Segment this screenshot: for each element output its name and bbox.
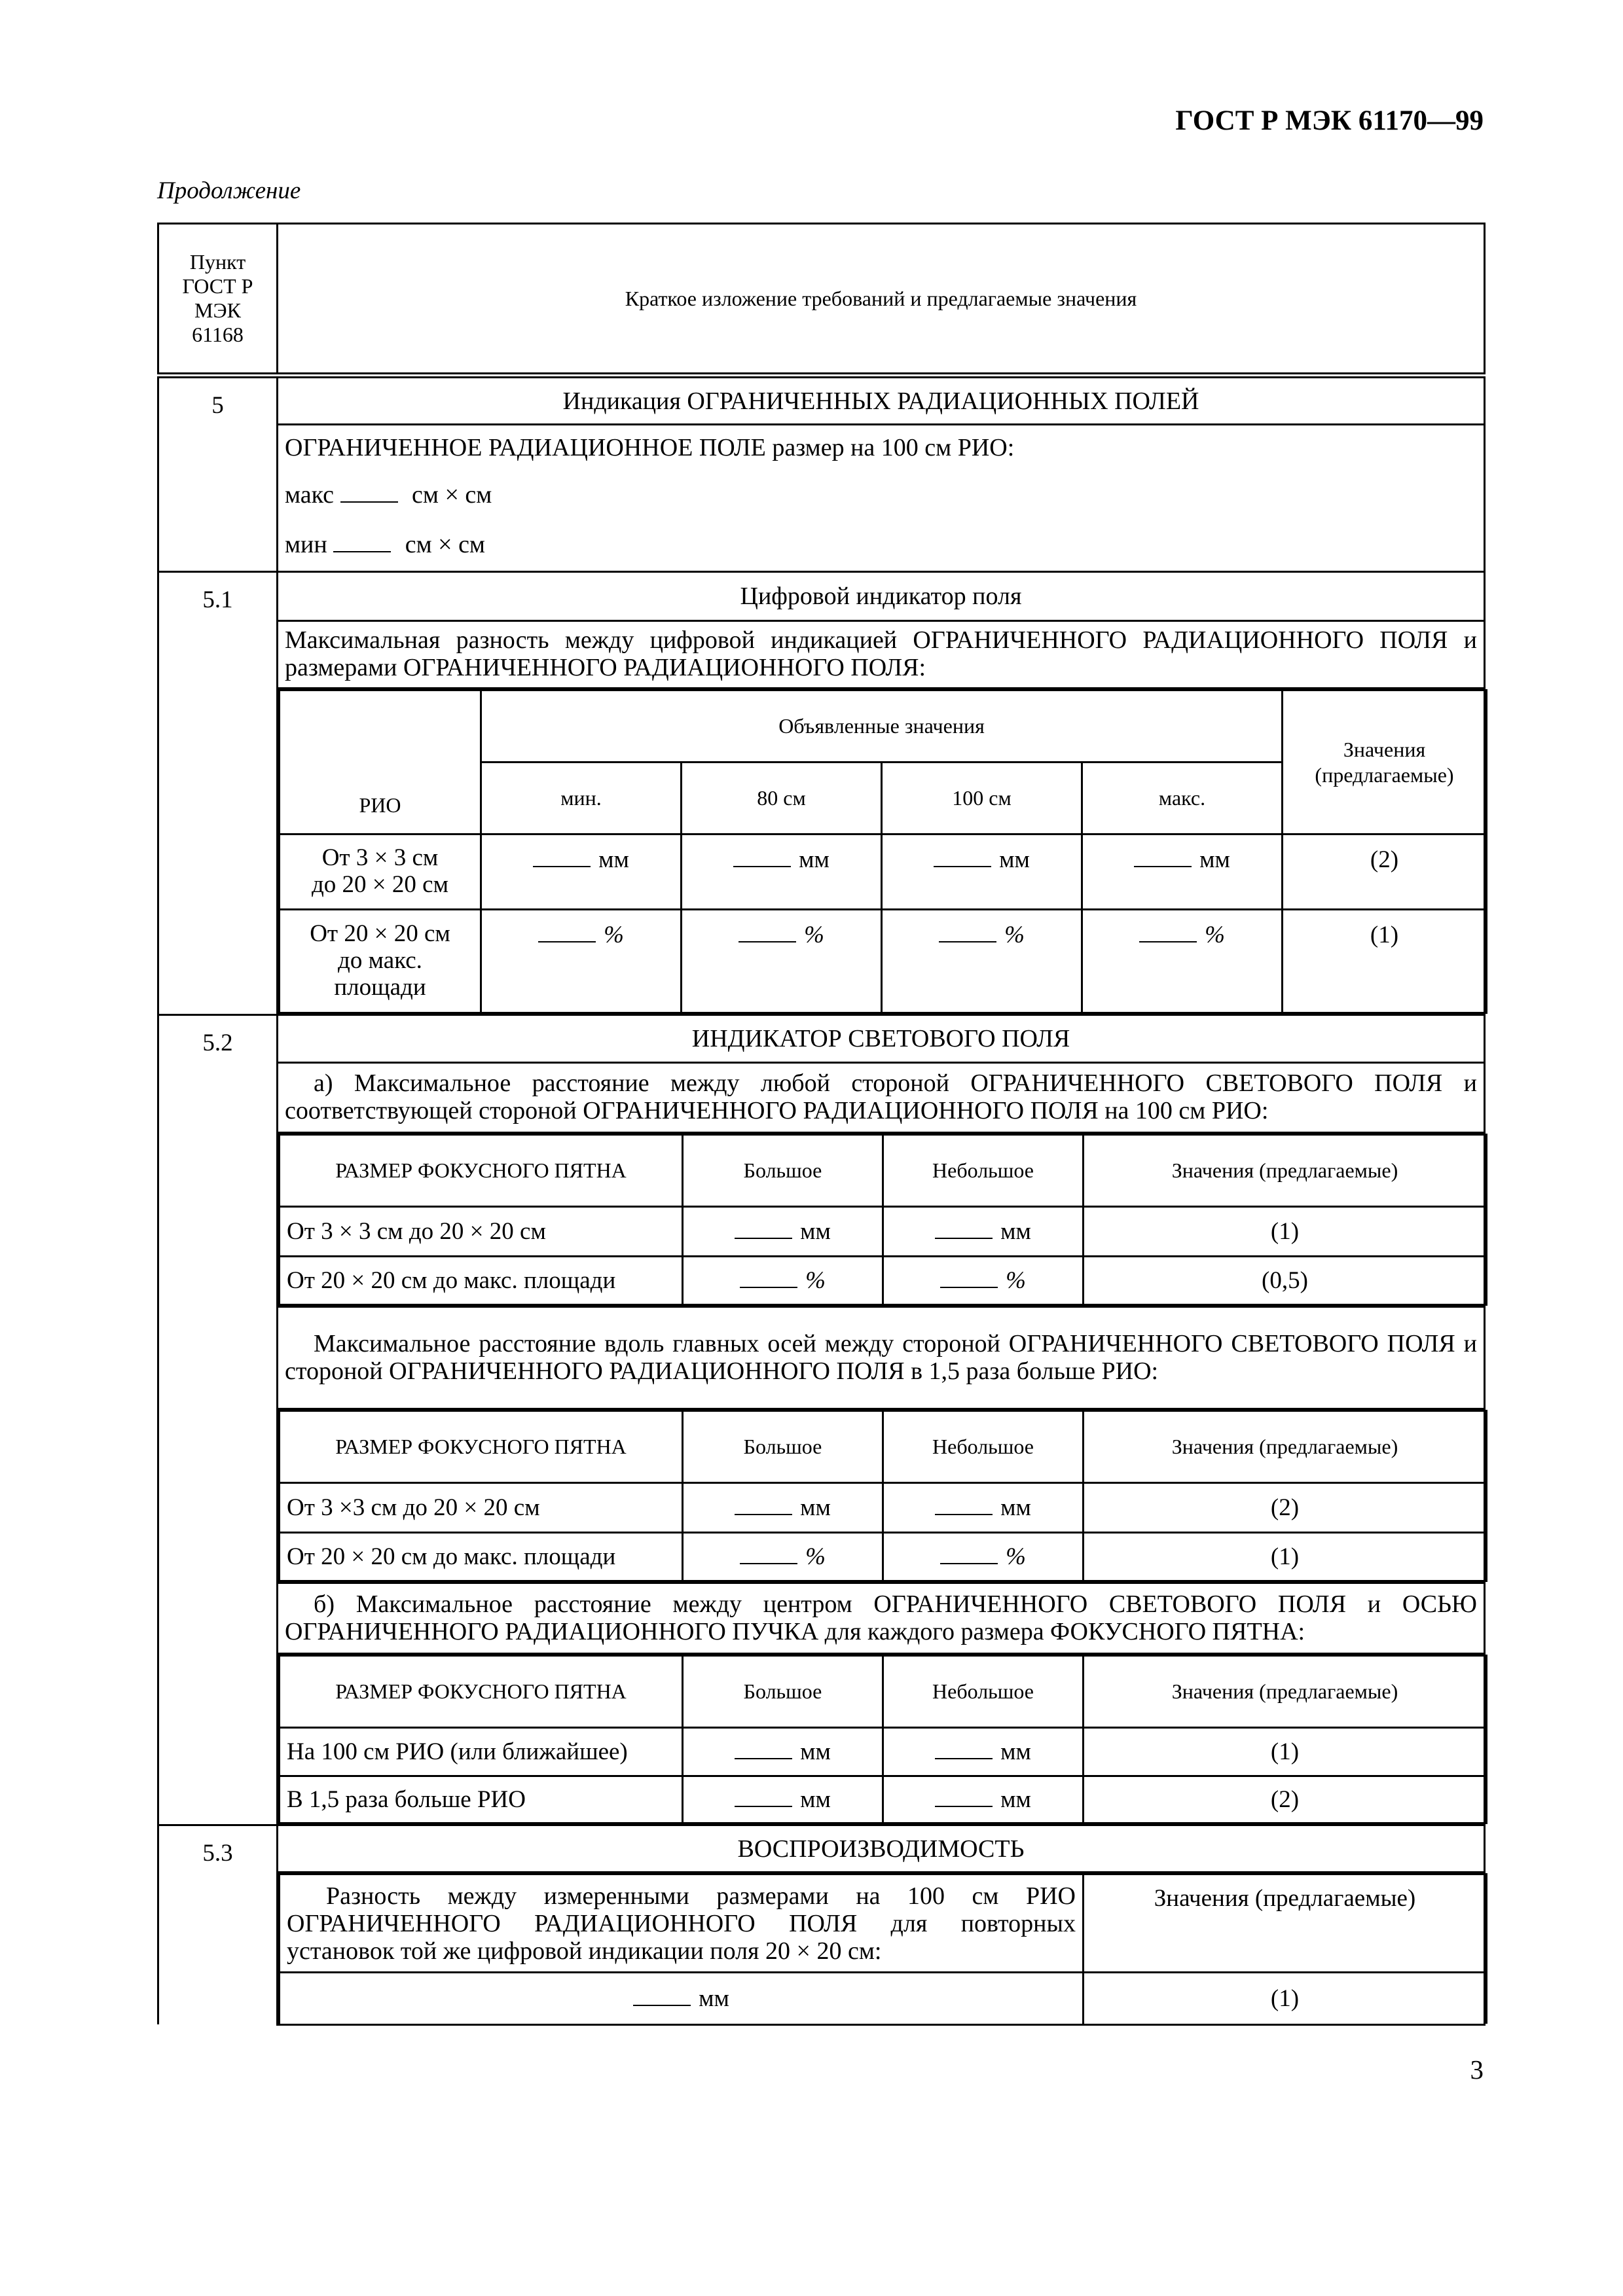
section-5-1-intro-row <box>158 621 1485 689</box>
suggested-value: (1) <box>1084 1207 1487 1257</box>
unit: мм <box>1000 1218 1031 1245</box>
small-header: Небольшое <box>883 1656 1084 1728</box>
unit: % <box>1205 922 1225 948</box>
document-code: ГОСТ Р МЭК 61170—99 <box>1175 105 1484 136</box>
large-header: Большое <box>683 1135 883 1207</box>
unit: мм <box>1000 1738 1031 1765</box>
summary-header: Краткое изложение требований и предлагаемые значения <box>278 224 1485 376</box>
size-unit: см × см <box>405 531 485 558</box>
unit: мм <box>800 1494 831 1521</box>
large-header: Большое <box>683 1656 883 1728</box>
values-header-line: Значения <box>1343 738 1426 762</box>
unit: мм <box>800 1218 831 1245</box>
requirements-table <box>157 223 1486 2026</box>
table-row <box>280 1483 1487 1533</box>
blank-field <box>733 848 791 867</box>
focus-size-header: РАЗМЕР ФОКУСНОГО ПЯТНА <box>280 1411 683 1483</box>
unit: % <box>805 1267 826 1294</box>
blank-cell <box>683 1257 883 1305</box>
row-label: В 1,5 раза больше РИО <box>280 1776 683 1823</box>
unit: мм <box>1000 1494 1031 1521</box>
col-min: мин. <box>481 762 682 834</box>
suggested-value: (2) <box>1084 1776 1487 1823</box>
unit: мм <box>800 1786 831 1813</box>
table-row <box>280 1728 1487 1776</box>
suggested-value: (2) <box>1283 834 1487 910</box>
unit: % <box>804 922 824 948</box>
suggested-value: (0,5) <box>1084 1257 1487 1305</box>
blank-field <box>1139 923 1197 942</box>
blank-cell <box>481 910 682 1013</box>
section-5-title-row <box>158 376 1485 425</box>
unit: % <box>805 1543 826 1570</box>
section-5-2-grid-b-row <box>158 1654 1485 1825</box>
clause-header-line: 61168 <box>192 322 244 346</box>
table-row <box>280 1776 1487 1823</box>
section-5-1-title-row <box>158 572 1485 621</box>
blank-cell <box>682 910 882 1013</box>
row-label: На 100 см РИО (или ближайшее) <box>280 1728 683 1776</box>
grid-header-row <box>280 1135 1487 1207</box>
unit: % <box>1006 1543 1026 1570</box>
blank-field <box>740 1545 797 1564</box>
field-size-block <box>278 425 1485 572</box>
blank-cell <box>1082 834 1283 910</box>
blank-field <box>935 1496 993 1515</box>
large-header: Большое <box>683 1411 883 1483</box>
row-label: От 3 × 3 см до 20 × 20 см <box>280 1207 683 1257</box>
blank-field <box>935 1787 993 1807</box>
unit: мм <box>799 846 830 873</box>
section-5-2-para-b-row <box>158 1583 1485 1654</box>
clause-number: 5.3 <box>158 1825 278 2025</box>
blank-field <box>935 1219 993 1239</box>
blank-cell <box>481 834 682 910</box>
blank-cell <box>883 1776 1084 1823</box>
table-row <box>280 1257 1487 1305</box>
section-5-2-para-2-row <box>158 1307 1485 1409</box>
blank-cell <box>883 1533 1084 1581</box>
table-row <box>280 1533 1487 1581</box>
blank-field <box>735 1740 792 1759</box>
section-5-2-grid-c-row <box>158 1409 1485 1583</box>
unit: мм <box>1000 1786 1031 1813</box>
focus-size-header: РАЗМЕР ФОКУСНОГО ПЯТНА <box>280 1656 683 1728</box>
table-header-row <box>158 224 1485 376</box>
rio-header: РИО <box>280 691 481 834</box>
section-5-3-title-row <box>158 1825 1485 1873</box>
blank-cell <box>683 1533 883 1581</box>
paragraph-a: а) Максимальное расстояние между любой стороной ОГРАНИЧЕННОГО СВЕТОВОГО ПОЛЯ и соответствующей стороной ОГРАНИЧЕННОГО РАДИАЦИОННОГО ПОЛЯ на 100 см РИО: <box>278 1063 1485 1133</box>
table-row <box>280 1874 1487 1973</box>
clause-header <box>158 224 278 376</box>
col-max: макс. <box>1082 762 1283 834</box>
table-row <box>280 834 1487 910</box>
grid-header-row <box>280 1656 1487 1728</box>
row-label-line: до 20 × 20 см <box>311 871 449 898</box>
blank-cell <box>280 1973 1084 2024</box>
size-unit: см × см <box>412 481 492 509</box>
clause-header-line: МЭК <box>194 298 241 322</box>
blank-field <box>735 1219 792 1239</box>
values-header: Значения (предлагаемые) <box>1084 1135 1487 1207</box>
section-5-2-title-row <box>158 1015 1485 1063</box>
grid-header-row <box>280 1411 1487 1483</box>
blank-field <box>533 848 591 867</box>
field-size-intro: ОГРАНИЧЕННОЕ РАДИАЦИОННОЕ ПОЛЕ размер на 100 см РИО: <box>285 434 1015 461</box>
table-row <box>280 910 1487 1013</box>
section-title: ВОСПРОИЗВОДИМОСТЬ <box>278 1825 1485 1873</box>
suggested-value: (1) <box>1084 1973 1487 2024</box>
grid-header-row <box>280 691 1487 762</box>
section-5-2-grid-a-row <box>158 1133 1485 1307</box>
row-label-line: до макс. <box>338 947 422 975</box>
reproducibility-table <box>278 1873 1487 2024</box>
blank-field <box>940 1545 998 1564</box>
unit: мм <box>800 1738 831 1765</box>
row-label-line: От 20 × 20 см <box>310 920 450 948</box>
unit: мм <box>1199 846 1230 873</box>
focus-table-c <box>278 1410 1487 1582</box>
suggested-value: (2) <box>1084 1483 1487 1533</box>
clause-header-line: Пункт <box>189 250 246 274</box>
section-title: ИНДИКАТОР СВЕТОВОГО ПОЛЯ <box>278 1015 1485 1063</box>
unit: мм <box>598 846 629 873</box>
suggested-value: (1) <box>1084 1533 1487 1581</box>
blank-field <box>735 1787 792 1807</box>
small-header: Небольшое <box>883 1411 1084 1483</box>
reproducibility-paragraph: Разность между измеренными размерами на 100 см РИО ОГРАНИЧЕННОГО РАДИАЦИОННОГО ПОЛЯ для повторных установок той же цифровой индикации поля 20 × 20 см: <box>280 1874 1084 1973</box>
blank-cell <box>683 1483 883 1533</box>
blank-field <box>340 483 398 503</box>
clause-header-line: ГОСТ Р <box>182 274 253 298</box>
col-100cm: 100 см <box>882 762 1082 834</box>
blank-cell <box>883 1257 1084 1305</box>
blank-field <box>939 923 996 942</box>
section-title: Цифровой индикатор поля <box>278 572 1485 621</box>
blank-cell <box>1082 910 1283 1013</box>
blank-field <box>1134 848 1192 867</box>
max-label: макс <box>285 481 335 509</box>
blank-field <box>739 923 796 942</box>
clause-number: 5.2 <box>158 1015 278 1825</box>
section-5-3-body-row <box>158 1873 1485 2025</box>
small-header: Небольшое <box>883 1135 1084 1207</box>
digital-indicator-grid <box>278 689 1485 1015</box>
blank-cell <box>683 1207 883 1257</box>
row-label: От 20 × 20 см до макс. площади <box>280 1257 683 1305</box>
section-5-body-row <box>158 425 1485 572</box>
min-size-line <box>285 531 1477 564</box>
suggested-value: (1) <box>1283 910 1487 1013</box>
row-label: От 20 × 20 см до макс. площади <box>280 1533 683 1581</box>
values-header <box>1283 691 1487 834</box>
row-label <box>280 834 481 910</box>
declared-values-header: Объявленные значения <box>481 691 1283 762</box>
blank-cell <box>883 1483 1084 1533</box>
page-number: 3 <box>1470 2054 1484 2085</box>
section-5-1-grid-row <box>158 689 1485 1015</box>
blank-cell <box>882 834 1082 910</box>
section-5-2-para-a-row <box>158 1063 1485 1133</box>
unit: мм <box>999 846 1030 873</box>
clause-number: 5 <box>158 376 278 572</box>
focus-size-header: РАЗМЕР ФОКУСНОГО ПЯТНА <box>280 1135 683 1207</box>
blank-field <box>633 1986 691 2006</box>
unit: % <box>604 922 624 948</box>
paragraph-b: б) Максимальное расстояние между центром ОГРАНИЧЕННОГО СВЕТОВОГО ПОЛЯ и ОСЬЮ ОГРАНИЧЕННОГО РАДИАЦИОННОГО ПУЧКА для каждого размера ФОКУСНОГО ПЯТНА: <box>278 1583 1485 1654</box>
unit: мм <box>699 1984 729 2012</box>
values-header: Значения (предлагаемые) <box>1084 1656 1487 1728</box>
paragraph-axes: Максимальное расстояние вдоль главных осей между стороной ОГРАНИЧЕННОГО СВЕТОВОГО ПОЛЯ и стороной ОГРАНИЧЕННОГО РАДИАЦИОННОГО ПОЛЯ в 1,5 раза больше РИО: <box>278 1307 1485 1409</box>
blank-cell <box>883 1728 1084 1776</box>
blank-field <box>740 1268 797 1288</box>
unit: % <box>1006 1267 1026 1294</box>
focus-table-a <box>278 1134 1487 1306</box>
table-row <box>280 1207 1487 1257</box>
blank-field <box>333 533 391 552</box>
focus-grid-a <box>278 1133 1485 1307</box>
table-row <box>280 1973 1487 2024</box>
blank-cell <box>882 910 1082 1013</box>
blank-field <box>735 1496 792 1515</box>
max-size-line <box>285 482 1477 531</box>
unit: % <box>1004 922 1025 948</box>
continuation-label: Продолжение <box>157 177 301 204</box>
values-header: Значения (предлагаемые) <box>1084 1411 1487 1483</box>
values-header: Значения (предлагаемые) <box>1084 1874 1487 1973</box>
section-title: Индикация ОГРАНИЧЕННЫХ РАДИАЦИОННЫХ ПОЛЕЙ <box>278 376 1485 425</box>
blank-cell <box>682 834 882 910</box>
blank-cell <box>683 1728 883 1776</box>
blank-field <box>934 848 991 867</box>
row-label-line: От 3 × 3 см <box>321 844 439 872</box>
values-header-line: (предлагаемые) <box>1315 762 1454 787</box>
blank-cell <box>683 1776 883 1823</box>
blank-field <box>935 1740 993 1759</box>
focus-grid-c <box>278 1409 1485 1583</box>
clause-number: 5.1 <box>158 572 278 1015</box>
row-label <box>280 910 481 1013</box>
digital-indicator-table <box>278 689 1487 1014</box>
col-80cm: 80 см <box>682 762 882 834</box>
section-intro: Максимальная разность между цифровой индикацией ОГРАНИЧЕННОГО РАДИАЦИОННОГО ПОЛЯ и размерами ОГРАНИЧЕННОГО РАДИАЦИОННОГО ПОЛЯ: <box>278 621 1485 689</box>
blank-field <box>940 1268 998 1288</box>
min-label: мин <box>285 531 327 558</box>
reproducibility-grid <box>278 1873 1485 2025</box>
row-label: От 3 ×3 см до 20 × 20 см <box>280 1483 683 1533</box>
focus-grid-b <box>278 1654 1485 1825</box>
focus-table-b <box>278 1655 1487 1824</box>
suggested-value: (1) <box>1084 1728 1487 1776</box>
blank-field <box>538 923 596 942</box>
row-label-line: площади <box>334 973 426 1001</box>
blank-cell <box>883 1207 1084 1257</box>
